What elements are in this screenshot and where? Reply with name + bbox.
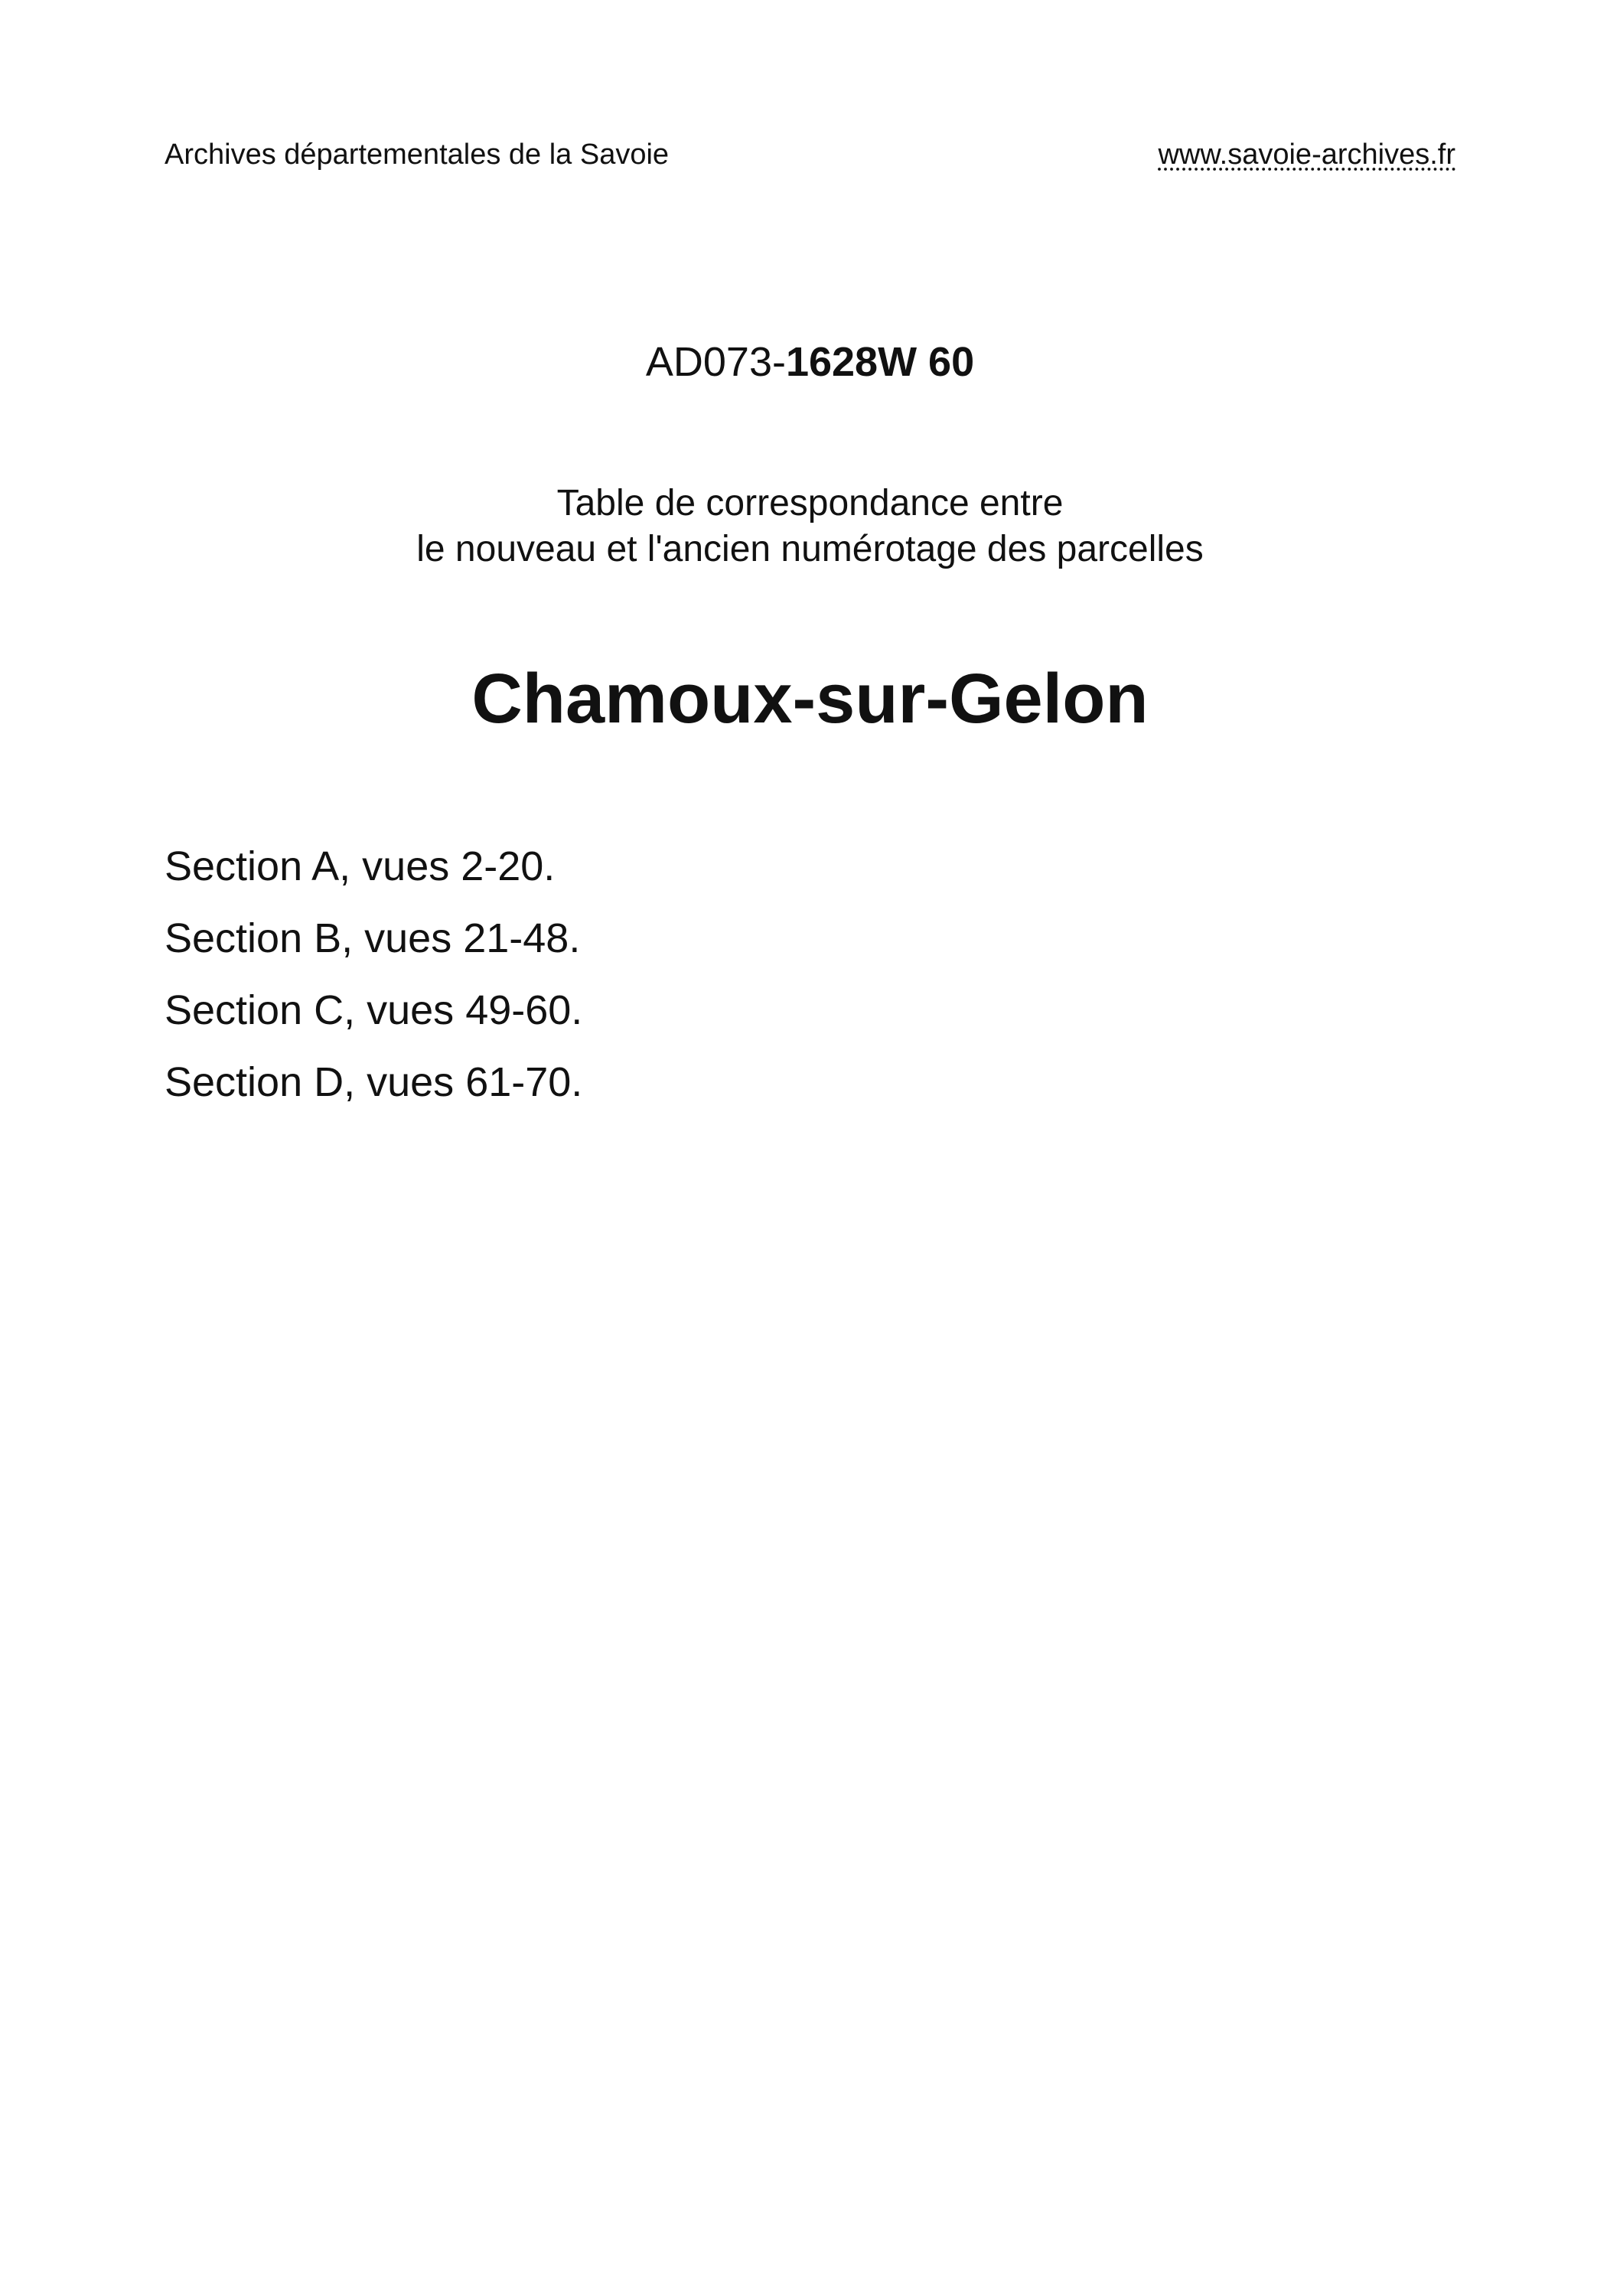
sections-list <box>165 830 582 1118</box>
section-item: Section B, vues 21-48. <box>165 915 581 961</box>
website-link[interactable]: www.savoie-archives.fr <box>1158 139 1455 171</box>
institution-name: Archives départementales de la Savoie <box>165 139 670 171</box>
section-item: Section D, vues 61-70. <box>165 1059 583 1105</box>
section-item: Section C, vues 49-60. <box>165 987 583 1033</box>
subtitle-line-1: Table de correspondance entre <box>556 483 1064 523</box>
document-subtitle <box>0 481 1620 572</box>
page-header <box>165 136 1455 182</box>
section-item: Section A, vues 2-20. <box>165 843 556 889</box>
archive-reference <box>0 337 1620 387</box>
reference-prefix: AD073- <box>645 339 786 385</box>
reference-code: 1628W 60 <box>785 339 975 385</box>
commune-title: Chamoux-sur-Gelon <box>471 660 1149 738</box>
subtitle-line-2: le nouveau et l'ancien numérotage des parcelles <box>416 529 1204 569</box>
